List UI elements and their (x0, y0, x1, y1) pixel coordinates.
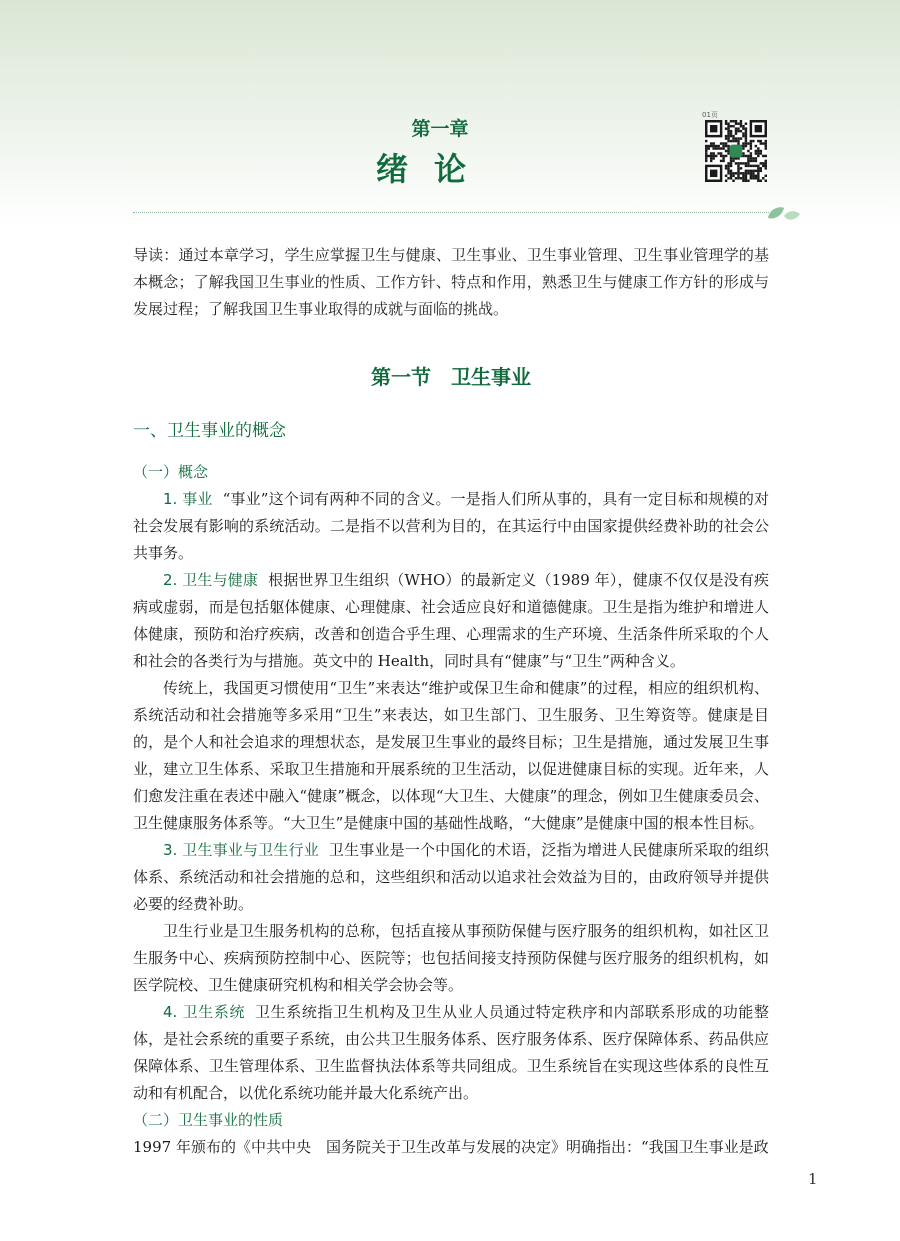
item-text-health: 根据世界卫生组织（WHO）的最新定义（1989 年），健康不仅仅是没有疾病或虚弱，而是包括躯体健康、心理健康、社会适应良好和道德健康。卫生是指为维护和增进人体健康，预防和治疗疾病，改善和创造合乎生理、心理需求的生产环境、生活条件所采取的个人和社会的各类行为与措施。英文中的 Health，同时具有“健康”与“卫生”两种含义。 (133, 571, 769, 670)
item-label-health: 2. 卫生与健康 (163, 571, 259, 589)
paragraph-health (133, 567, 769, 675)
heading-concept: 一、卫生事业的概念 (133, 421, 286, 441)
page-content (133, 242, 769, 1161)
item-text-career: “事业”这个词有两种不同的含义。一是指人们所从事的，具有一定目标和规模的对社会发展有影响的系统活动。二是指不以营利为目的，在其运行中由国家提供经费补助的社会公共事务。 (133, 490, 769, 562)
paragraph-system (133, 999, 769, 1107)
leaf-icon (762, 200, 802, 228)
header-divider (133, 212, 769, 213)
item-text-industry: 卫生事业是一个中国化的术语，泛指为增进人民健康所采取的组织体系、系统活动和社会措施的总和，这些组织和活动以追求社会效益为目的，由政府领导并提供必要的经费补助。 (133, 841, 769, 913)
paragraph-nature: 1997 年颁布的《中共中央 国务院关于卫生改革与发展的决定》明确指出：“我国卫生事业是政 (133, 1138, 769, 1156)
paragraph-career (133, 486, 769, 567)
section-title: 第一节 卫生事业 (371, 365, 531, 389)
paragraph-tradition: 传统上，我国更习惯使用“卫生”来表达“维护或保卫生命和健康”的过程，相应的组织机构、系统活动和社会措施等多采用“卫生”来表达，如卫生部门、卫生服务、卫生筹资等。健康是目的，是个人和社会追求的理想状态，是发展卫生事业的最终目标；卫生是措施，通过发展卫生事业，建立卫生体系、采取卫生措施和开展系统的卫生活动，以促进健康目标的实现。近年来，人们愈发注重在表述中融入“健康”概念，以体现“大卫生、大健康”的理念，例如卫生健康委员会、卫生健康服务体系等。“大卫生”是健康中国的基础性战略，“大健康”是健康中国的根本性目标。 (133, 679, 769, 832)
item-text-system: 卫生系统指卫生机构及卫生从业人员通过特定秩序和内部联系形成的功能整体，是社会系统的重要子系统，由公共卫生服务体系、医疗服务体系、医疗保障体系、药品供应保障体系、卫生管理体系、卫生监督执法体系等共同组成。卫生系统旨在实现这些体系的良性互动和有机配合，以优化系统功能并最大化系统产出。 (133, 1003, 769, 1102)
qr-code-icon[interactable] (705, 120, 767, 182)
item-label-industry: 3. 卫生事业与卫生行业 (163, 841, 319, 859)
page-number: 1 (808, 1170, 818, 1188)
paragraph-industry-detail: 卫生行业是卫生服务机构的总称，包括直接从事预防保健与医疗服务的组织机构，如社区卫生服务中心、疾病预防控制中心、医院等；也包括间接支持预防保健与医疗服务的组织机构，如医学院校、卫生健康研究机构和相关学会协会等。 (133, 922, 769, 994)
paragraph-industry (133, 837, 769, 918)
item-label-career: 1. 事业 (163, 490, 213, 508)
chapter-label: 第一章 (411, 118, 469, 140)
chapter-title: 绪论 (375, 150, 492, 188)
subheading-concept: （一）概念 (133, 463, 209, 481)
intro-paragraph: 导读：通过本章学习，学生应掌握卫生与健康、卫生事业、卫生事业管理、卫生事业管理学的基本概念；了解我国卫生事业的性质、工作方针、特点和作用，熟悉卫生与健康工作方针的形成与发展过程；了解我国卫生事业取得的成就与面临的挑战。 (133, 246, 769, 318)
item-label-system: 4. 卫生系统 (163, 1003, 246, 1021)
subheading-nature: （二）卫生事业的性质 (133, 1111, 284, 1129)
qr-caption: 01页 (702, 111, 718, 119)
